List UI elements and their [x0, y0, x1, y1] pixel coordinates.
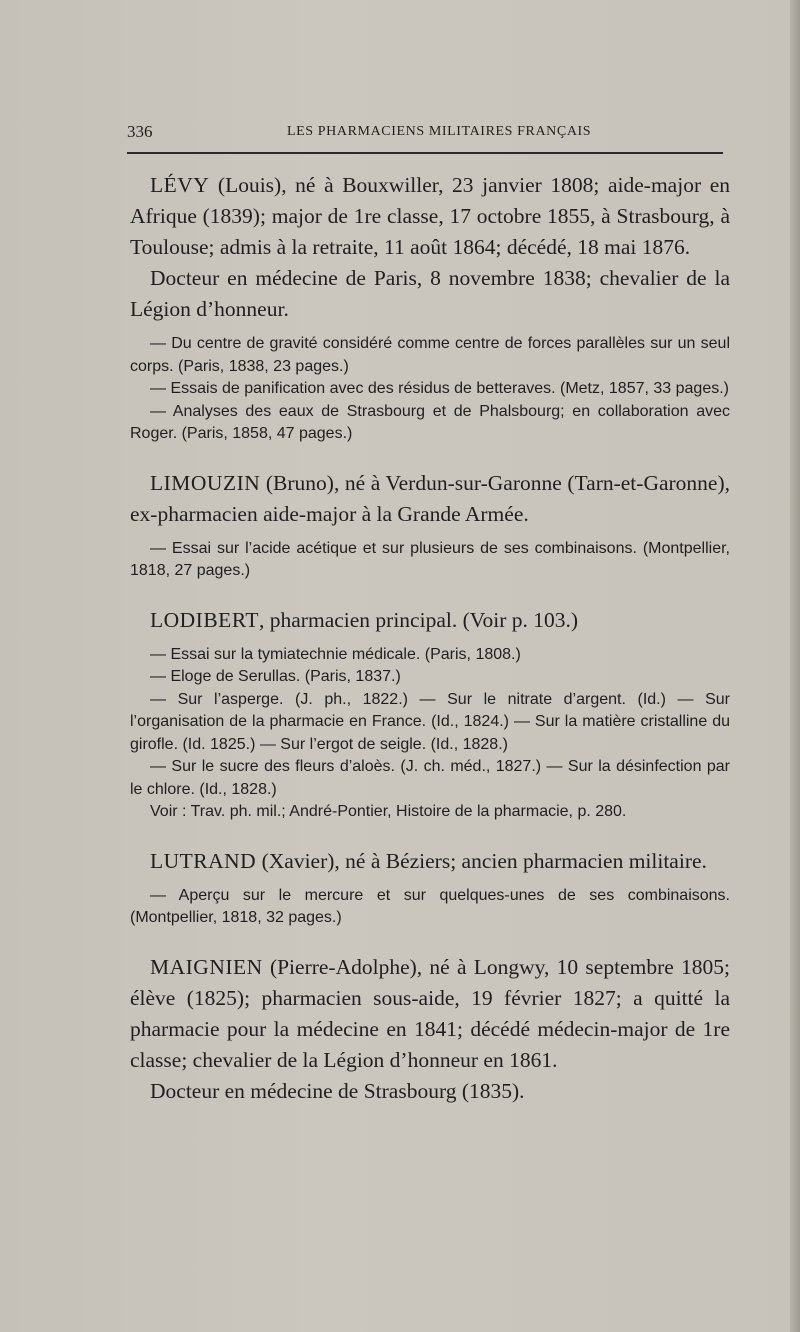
entry-bio — [130, 952, 730, 1076]
page-body — [130, 170, 730, 1107]
entry-bio — [130, 170, 730, 263]
entry-bio-text: (Louis), né à Bouxwiller, 23 janvier 1808; aide-major en Afrique (1839); major de 1re classe, 17 octobre 1855, à Strasbourg, à Toulouse; admis à la retraite, 11 août 1864; décédé, 18 mai 1876. — [130, 173, 730, 259]
entry-bio-text: (Xavier), né à Béziers; ancien pharmacien militaire. — [256, 848, 707, 873]
entry-bio-text: (Pierre-Adolphe), né à Longwy, 10 septembre 1805; élève (1825); pharmacien sous-aide, 19 février 1827; a quitté la pharmacie pour la médecine en 1841; décédé médecin-major de 1re classe; chevalier de la Légion d’honneur en 1861. — [130, 954, 730, 1072]
header-rule — [127, 152, 723, 154]
entry-maignien — [130, 952, 730, 1107]
entry-name: LUTRAND — [150, 848, 257, 873]
work-item: — Aperçu sur le mercure et sur quelques-unes de ses combinaisons. (Montpellier, 1818, 32 pages.) — [130, 886, 730, 926]
page-header — [127, 122, 723, 148]
entry-bio — [130, 468, 730, 530]
entry-lodibert — [130, 605, 730, 824]
page-edge — [790, 0, 800, 1332]
work-item: — Essai sur la tymiatechnie médicale. (Paris, 1808.) — [150, 645, 521, 663]
work-item: — Analyses des eaux de Strasbourg et de Phalsbourg; en collaboration avec Roger. (Paris, 1858, 47 pages.) — [130, 402, 730, 442]
entry-name: LODIBERT — [150, 607, 260, 632]
work-item: — Du centre de gravité considéré comme centre de forces parallèles sur un seul corps. (Paris, 1838, 23 pages.) — [130, 335, 730, 375]
work-item: — Sur le sucre des fleurs d’aloès. (J. ch. méd., 1827.) — Sur la désinfection par le chlore. (Id., 1828.) — [130, 758, 730, 798]
work-item: — Essai sur l’acide acétique et sur plusieurs de ses combinaisons. (Montpellier, 1818, 27 pages.) — [130, 539, 730, 579]
entry-limouzin — [130, 468, 730, 583]
work-item: — Essais de panification avec des résidus de betteraves. (Metz, 1857, 33 pages.) — [150, 380, 729, 397]
page-number: 336 — [127, 122, 153, 141]
entry-bio — [130, 605, 730, 636]
entry-name: MAIGNIEN — [150, 954, 263, 979]
entry-name: LIMOUZIN — [150, 470, 261, 495]
see-also-reference: Voir : Trav. ph. mil.; André-Pontier, Histoire de la pharmacie, p. 280. — [150, 803, 627, 820]
entry-bio-text: , pharmacien principal. (Voir p. 103.) — [259, 607, 579, 632]
entry-bio-text: (Bruno), né à Verdun-sur-Garonne (Tarn-et-Garonne), ex-pharmacien aide-major à la Grande Armée. — [130, 470, 730, 526]
entry-bio — [130, 846, 730, 877]
entry-bio-continued: Docteur en médecine de Paris, 8 novembre 1838; chevalier de la Légion d’honneur. — [130, 266, 730, 321]
running-title: LES PHARMACIENS MILITAIRES FRANÇAIS — [287, 124, 592, 139]
entry-levy — [130, 170, 730, 446]
work-item: — Eloge de Serullas. (Paris, 1837.) — [150, 668, 401, 685]
work-item: — Sur l’asperge. (J. ph., 1822.) — Sur le nitrate d’argent. (Id.) — Sur l’organisation de la pharmacie en France. (Id., 1824.) — Sur la matière cristalline du girofle. (Id. 1825.) — Sur l’ergot de seigle. (Id., 1828.) — [130, 690, 730, 753]
entry-name: LÉVY — [150, 173, 210, 197]
entry-bio-continued: Docteur en médecine de Strasbourg (1835). — [150, 1078, 525, 1103]
entry-lutrand — [130, 846, 730, 930]
